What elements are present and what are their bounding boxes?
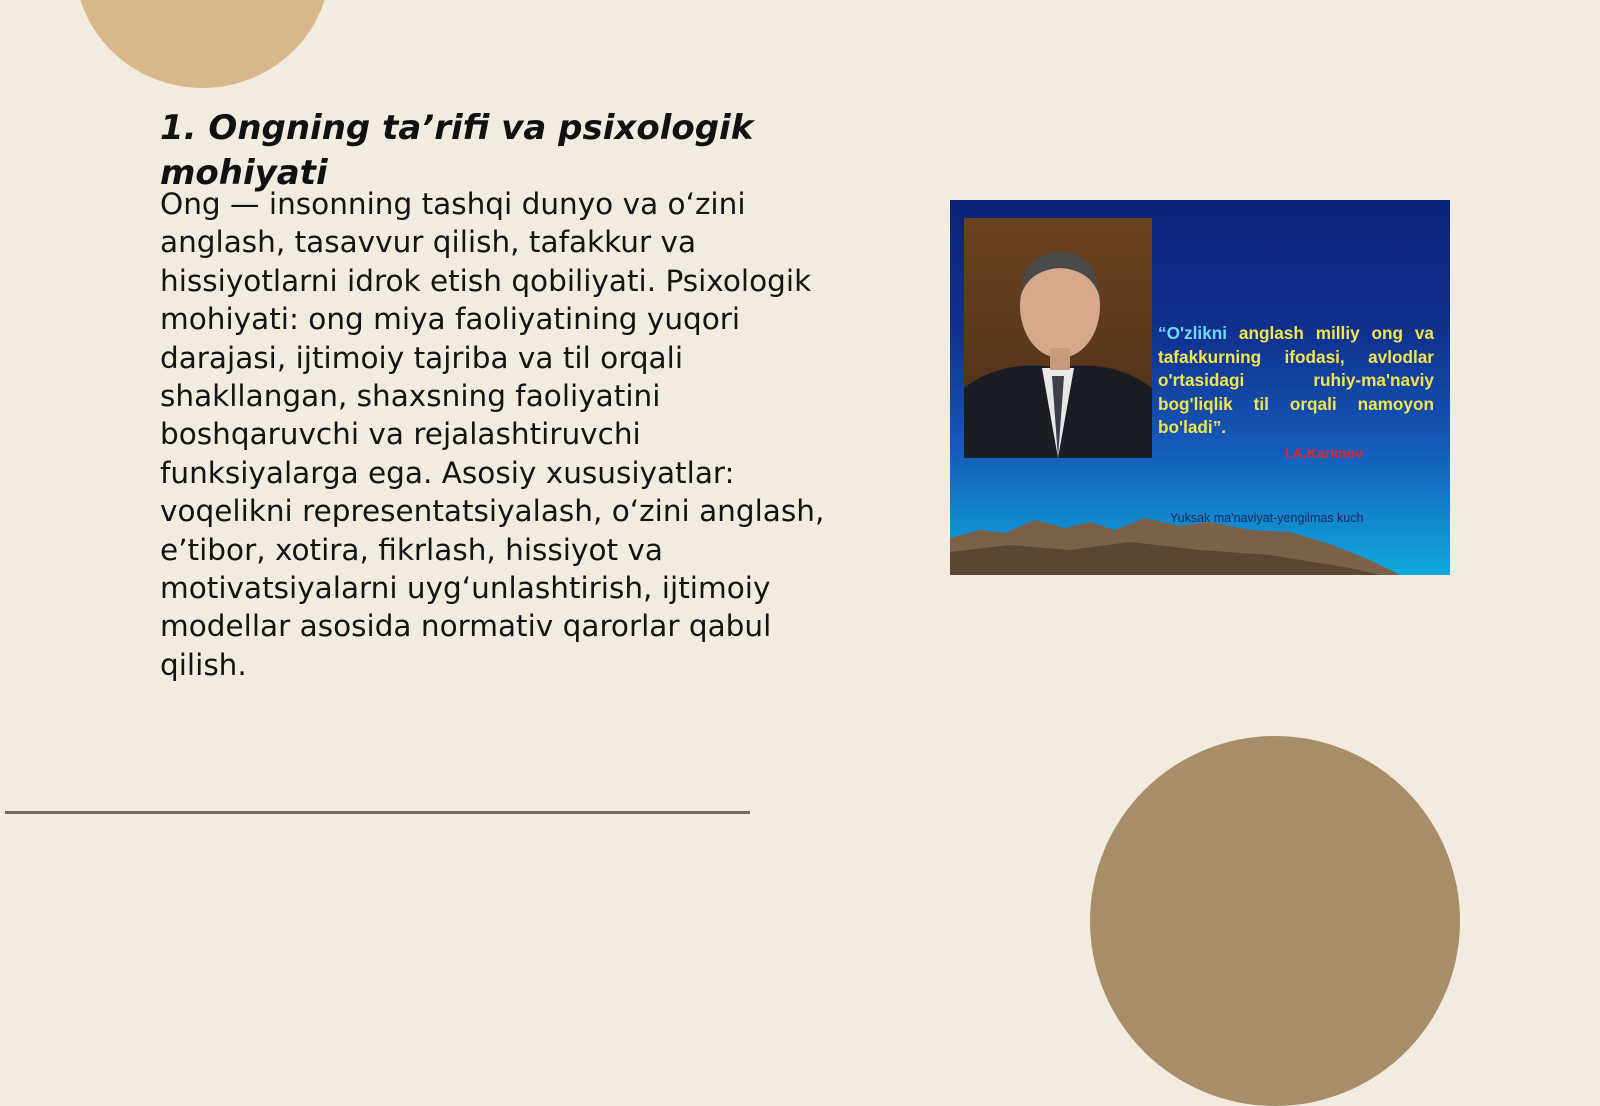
quote-image: [950, 200, 1450, 575]
slide-title: 1. Ongning ta’rifi va psixologik mohiyati: [160, 108, 754, 193]
image-caption: Yuksak ma'naviyat-yengilmas kuch: [1170, 511, 1364, 525]
quote-rest: anglash milliy ong va tafakkurning ifodasi, avlodlar o'rtasidagi ruhiy-ma'naviy bog'liqlik til orqali namoyon bo'ladi”.: [1158, 323, 1434, 437]
horizontal-divider: [5, 811, 750, 814]
quote-highlight: “O'zlikni: [1158, 323, 1228, 343]
slide-body-text: Ong — insonning tashqi dunyo va o‘zini anglash, tasavvur qilish, tafakkur va hissiyotlarni idrok etish qobiliyati. Psixologik mohiyati: ong miya faoliyatining yuqori darajasi, ijtimoiy tajriba va til orqali shakllangan, shaxsning faoliyatini boshqaruvchi va rejalashtiruvchi funksiyalarga ega. Asosiy xususiyatlar: voqelikni representatsiyalash, o‘zini anglash, e’tibor, xotira, fikrlash, hissiyot va motivatsiyalarni uyg‘unlashtirish, ijtimoiy modellar asosida normativ qarorlar qabul qilish.: [160, 187, 825, 682]
decorative-circle-top: [75, 0, 330, 88]
quote-author: I.A.Karimov: [1285, 445, 1363, 461]
quote-text: [1158, 322, 1434, 440]
decorative-circle-bottom: [1090, 736, 1460, 1106]
person-silhouette: [964, 218, 1152, 458]
portrait-photo: [964, 218, 1152, 458]
